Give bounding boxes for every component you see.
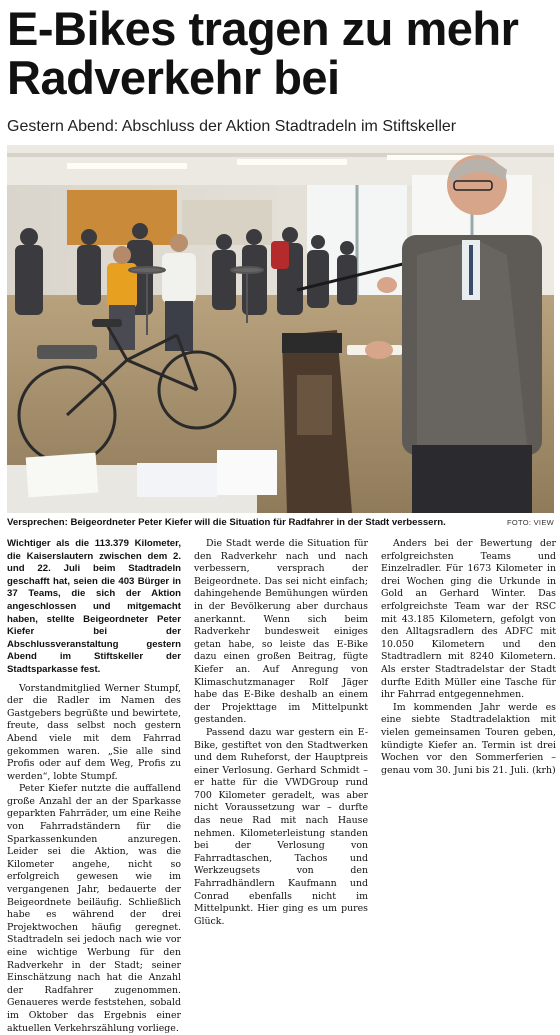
body-paragraph: Passend dazu war gestern ein E-Bike, gestiftet von den Stadtwerken und dem Ruheforst, der Hauptpreis einer Verlosung. Gerhard Schmidt – er hatte für die VWDGroup rund 700 Kilometer geradelt, was aber nicht Voraussetzung war – durfte das neue Rad mit nach Hause nehmen. Kilometerleistung standen bei der Verlosung von Fahrradtaschen, Tachos und Werkzeugsets von den Fahrradhändlern Kaufmann und Conrad ebenfalls nicht im Mittelpunkt. Hier ging es um pures Glück. <box>194 726 368 927</box>
body-paragraph: Im kommenden Jahr werde es eine siebte Stadtradelaktion mit vielen gemeinsamen Touren geben, kündigte Kiefer an. Termin ist drei Wochen vor den Sommerferien – genau vom 30. Juni bis 21. Juli. (krh) <box>381 701 556 776</box>
article-subheadline: Gestern Abend: Abschluss der Aktion Stadtradeln im Stiftskeller <box>7 118 457 135</box>
body-paragraph: Anders bei der Bewertung der erfolgreichsten Teams und Einzelradler. Für 1673 Kilometer in drei Wochen ging die Urkunde in Gold an Gerhard Winter. Das erfolgreichste Team war der RSC mit 43.185 Kilometern, gefolgt von den Alltagsradlern des ADFC mit 10.050 Kilometern und den Stadtradlern mit 8240 Kilometern. Als erster Stadtradelstar der Stadt durfte Edith Müller eine Tasche für ihr Fahrrad entgegennehmen. <box>381 538 556 701</box>
body-column-2 <box>194 538 368 927</box>
body-paragraph: Die Stadt werde die Situation für den Radverkehr nach und nach verbessern, versprach der Beigeordnete. Das sei nicht einfach; dahingehende Bemühungen würden in der Bevölkerung aber durchaus anerkannt. Wenn sich beim Radverkehr bundesweit einiges getan habe, so leiste das E-Bike dazu einen großen Beitrag, fügte Kiefer an. Auf Anregung von Klimaschutzmanager Rolf Jäger habe das E-Bike deshalb an einem der Projekttage im Mittelpunkt gestanden. <box>194 538 368 726</box>
article-photo <box>7 145 554 513</box>
body-column-1 <box>7 538 181 1034</box>
photo-caption <box>7 516 554 530</box>
article-headline: E-Bikes tragen zu mehr Radverkehr bei <box>7 2 519 104</box>
article-lead: Wichtiger als die 113.379 Kilometer, die Kaiserslautern zwischen dem 2. und 22. Juli beim Stadtradeln geschafft hat, seien die 403 Bürger in 37 Teams, die sich der Aktion angeschlossen und mitgemacht haben, stellte Beigeordneter Peter Kiefer bei der Abschlussveranstaltung gestern Abend im Stiftskeller der Stadtsparkasse fest. <box>7 538 181 675</box>
article-body <box>7 538 556 1034</box>
photo-credit: FOTO: VIEW <box>506 518 554 527</box>
body-paragraph: Vorstandmitglied Werner Stumpf, der die Radler im Namen des Gastgebers begrüßte und bewirtete, freute, dass selbst noch gestern Abend viele mit dem Fahrrad gekommen waren. „Sie alle sind Profis oder auf dem Weg, Profis zu werden“, lobte Stumpf. <box>7 682 181 782</box>
body-column-3 <box>381 538 556 860</box>
caption-text: Versprechen: Beigeordneter Peter Kiefer will die Situation für Radfahrer in der Stadt verbessern. <box>7 517 446 528</box>
body-paragraph: Peter Kiefer nutzte die auffallend große Anzahl der an der Sparkasse geparkten Fahrräder, um eine Reihe von Fahrradständern für die Sparkassenkunden anzuregen. Leider sei die Aktion, was die Kilometer angehe, nicht so erfolgreich gewesen wie im vergangenen Jahr, bedauerte der Beigeordnete beiläufig. Schließlich habe es während der drei Projektwochen häufig geregnet. Stadtradeln sei jedoch nach wie vor eine wichtige Werbung für den Radverkehr in der Stadt; seiner Einschätzung nach hat die Anzahl der Radfahrer zugenommen. Genaueres werde feststehen, sobald im Oktober das Ergebnis einer aktuellen Verkehrszählung vorliege. <box>7 783 181 1034</box>
